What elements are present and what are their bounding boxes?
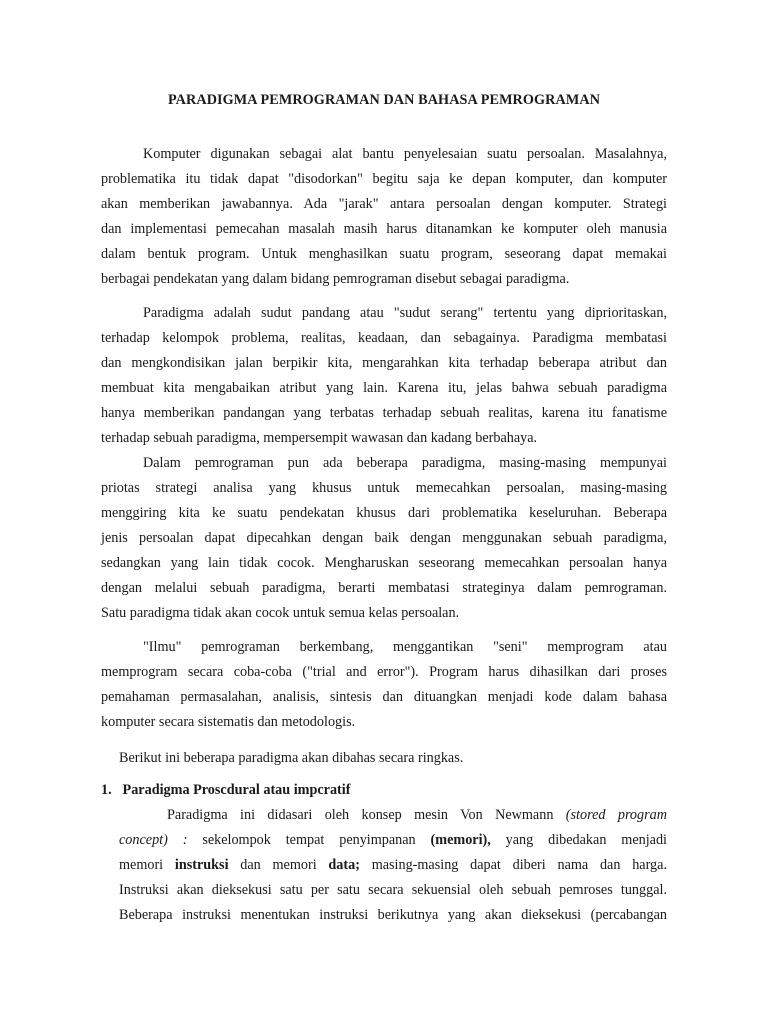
paragraph-2-line: hanya memberikan pandangan yang terbatas terhadap sebuah realitas, karena itu fanatisme xyxy=(101,405,667,421)
section-1-text: yang dibedakan menjadi xyxy=(490,832,667,848)
paragraph-1-line: dalam bentuk program. Untuk menghasilkan suatu program, seseorang dapat memakai xyxy=(101,246,667,262)
paragraph-4-line: memprogram secara coba-coba ("trial and error"). Program harus dihasilkan dari proses xyxy=(101,664,667,680)
section-1-number: 1. xyxy=(101,782,112,798)
section-1-line: Beberapa instruksi menentukan instruksi berikutnya yang akan dieksekusi (percabangan xyxy=(119,907,667,923)
page-title: PARADIGMA PEMROGRAMAN DAN BAHASA PEMROGRAMAN xyxy=(167,92,601,108)
paragraph-2-line: dan mengkondisikan jalan berpikir kita, mengarahkan kita terhadap beberapa atribut dan xyxy=(101,355,667,371)
section-1-text: masing-masing dapat diberi nama dan harga. xyxy=(359,857,667,873)
section-1-line xyxy=(119,852,667,878)
section-1-line xyxy=(119,827,667,853)
paragraph-3-line: jenis persoalan dapat dipecahkan dengan baik dengan menggunakan sebuah paradigma, xyxy=(101,530,667,546)
paragraph-1-line: problematika itu tidak dapat "disodorkan" begitu saja ke depan komputer, dan komputer xyxy=(101,171,667,187)
section-1-bold-text: (memori), xyxy=(430,832,491,848)
paragraph-4-line: komputer secara sistematis dan metodologis. xyxy=(101,714,356,730)
paragraph-3-line: menggiring kita ke suatu pendekatan khusus dari problematika keseluruhan. Beberapa xyxy=(101,505,667,521)
section-1-bold-text: data; xyxy=(328,857,360,873)
section-1-bold-text: instruksi xyxy=(174,857,229,873)
section-1-text: dan memori xyxy=(228,857,329,873)
section-1-text: sekelompok tempat penyimpanan xyxy=(202,832,431,848)
section-1-text: Paradigma ini didasari oleh konsep mesin Von Newmann xyxy=(167,807,566,823)
section-1-title: Paradigma Proscdural atau impcratif xyxy=(122,782,351,798)
section-1-line: Instruksi akan dieksekusi satu per satu secara sekuensial oleh sebuah pemroses tunggal. xyxy=(119,882,667,898)
paragraph-1-line: Komputer digunakan sebagai alat bantu penyelesaian suatu persoalan. Masalahnya, xyxy=(143,146,667,162)
section-1-text: memori xyxy=(119,857,175,873)
paragraph-5-line: Berikut ini beberapa paradigma akan dibahas secara ringkas. xyxy=(119,750,464,766)
paragraph-4-line: "Ilmu" pemrograman berkembang, menggantikan "seni" memprogram atau xyxy=(143,639,667,655)
paragraph-2-line: Paradigma adalah sudut pandang atau "sudut serang" tertentu yang diprioritaskan, xyxy=(143,305,667,321)
paragraph-1-line: dan implementasi pemecahan masalah masih harus ditanamkan ke komputer oleh manusia xyxy=(101,221,667,237)
paragraph-2-line: membuat kita mengabaikan atribut yang lain. Karena itu, jelas bahwa sebuah paradigma xyxy=(101,380,667,396)
section-1-heading xyxy=(101,777,350,803)
section-1-italic-text: concept) : xyxy=(119,832,203,848)
paragraph-1-line: berbagai pendekatan yang dalam bidang pemrograman disebut sebagai paradigma. xyxy=(101,271,570,287)
paragraph-2-line: terhadap kelompok problema, realitas, keadaan, dan sebagainya. Paradigma membatasi xyxy=(101,330,667,346)
section-1-italic-text: (stored program xyxy=(565,807,667,823)
paragraph-3-line: priotas strategi analisa yang khusus untuk memecahkan persoalan, masing-masing xyxy=(101,480,667,496)
paragraph-1-line: akan memberikan jawabannya. Ada "jarak" antara persoalan dengan komputer. Strategi xyxy=(101,196,667,212)
paragraph-4-line: pemahaman permasalahan, analisis, sintesis dan dituangkan menjadi kode dalam bahasa xyxy=(101,689,667,705)
paragraph-3-line: sedangkan yang lain tidak cocok. Mengharuskan seseorang memecahkan persoalan hanya xyxy=(101,555,667,571)
paragraph-3-line: dengan melalui sebuah paradigma, berarti membatasi strateginya dalam pemrograman. xyxy=(101,580,667,596)
paragraph-3-line: Satu paradigma tidak akan cocok untuk semua kelas persoalan. xyxy=(101,605,460,621)
paragraph-3-line: Dalam pemrograman pun ada beberapa paradigma, masing-masing mempunyai xyxy=(143,455,667,471)
paragraph-2-line: terhadap sebuah paradigma, mempersempit wawasan dan kadang berbahaya. xyxy=(101,430,538,446)
section-1-line xyxy=(167,802,667,828)
